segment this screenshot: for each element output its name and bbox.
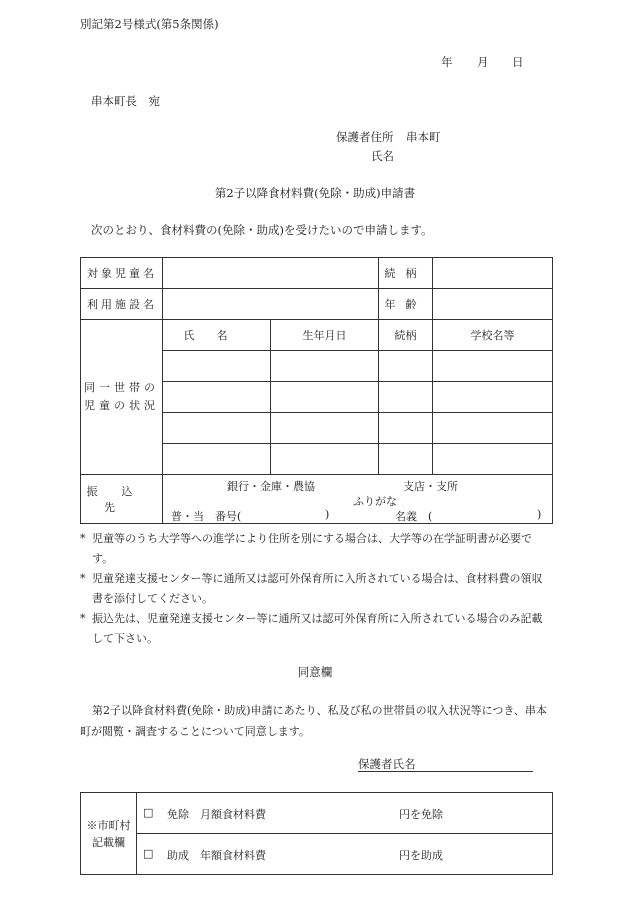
household-birthdate-field[interactable] [271,413,379,444]
household-school-field[interactable] [433,413,553,444]
household-label-line-1: 同一世帯の [84,381,159,394]
addressee: 串本町長 宛 [91,94,160,108]
form-code: 別記第2号様式(第5条関係) [80,17,219,31]
facility-field[interactable] [163,289,379,320]
office-use-table [80,792,553,875]
transfer-label: 振込先 [81,475,163,524]
exempt-checkbox[interactable]: □ [143,806,154,819]
transfer-details[interactable] [163,475,553,524]
household-birthdate-field[interactable] [271,382,379,413]
household-birthdate-field[interactable] [271,444,379,475]
household-label-line-2: 児童の状況 [84,399,159,412]
holder-close-paren: ) [537,508,542,521]
note-2: * 児童発達支援センター等に通所又は認可外保育所に入所されている場合は、食材料費の領収書を添付してください。 [80,572,543,605]
account-close-paren: ) [325,508,330,521]
account-type-number: 普・当 番号( [171,510,242,523]
household-name-field[interactable] [163,444,271,475]
application-table [80,257,553,524]
household-header-name: 氏名 [163,320,271,351]
household-relation-field[interactable] [379,413,433,444]
guardian-signature-label: 保護者氏名 [358,757,416,771]
age-label: 年齢 [379,289,433,320]
subsidy-row [137,834,553,875]
subsidy-suffix: 円を助成 [399,849,443,862]
office-use-label [81,793,137,875]
household-header-school: 学校名等 [433,320,553,351]
household-header-birthdate: 生年月日 [271,320,379,351]
guardian-signature-line[interactable] [358,757,533,772]
household-birthdate-field[interactable] [271,351,379,382]
form-title: 第2子以降食材料費(免除・助成)申請書 [214,186,416,200]
target-child-field[interactable] [163,258,379,289]
household-label [81,320,163,475]
office-use-label-line-2: 記載欄 [92,835,125,849]
bank-line: 銀行・金庫・農協 [227,480,315,493]
guardian-name-label: 氏名 [371,149,394,163]
date-month: 月 [477,55,489,69]
guardian-address-label: 保護者住所 [336,130,394,144]
note-1: * 児童等のうち大学等への進学により住所を別にする場合は、大学等の在学証明書が必要です。 [80,532,532,565]
relation-field[interactable] [433,258,553,289]
exempt-row [137,793,553,834]
relation-label: 続柄 [379,258,433,289]
subsidy-label: 助成 年額食材料費 [167,849,266,862]
branch-line: 支店・支所 [403,480,458,493]
household-name-field[interactable] [163,382,271,413]
household-name-field[interactable] [163,413,271,444]
intro-text: 次のとおり、食材料費の(免除・助成)を受けたいので申請します。 [91,223,433,237]
household-name-field[interactable] [163,351,271,382]
consent-heading: 同意欄 [297,665,333,679]
guardian-address-value: 串本町 [406,130,441,144]
exempt-suffix: 円を免除 [399,808,443,821]
household-school-field[interactable] [433,351,553,382]
household-school-field[interactable] [433,444,553,475]
household-school-field[interactable] [433,382,553,413]
target-child-label: 対象児童名 [81,258,163,289]
age-field[interactable] [433,289,553,320]
office-use-label-line-1: ※市町村 [86,818,131,832]
note-3: * 振込先は、児童発達支援センター等に通所又は認可外保育所に入所されている場合のみ記載して下さい。 [80,612,543,645]
household-relation-field[interactable] [379,351,433,382]
consent-body: 第2子以降食材料費(免除・助成)申請にあたり、私及び私の世帯員の収入状況等につき、串本町が閲覧・調査することについて同意します。 [80,704,547,738]
account-holder-label: 名義 ( [395,510,433,523]
furigana-label: ふりがな [353,495,397,508]
household-relation-field[interactable] [379,444,433,475]
subsidy-checkbox[interactable]: □ [143,847,154,860]
date-year: 年 [441,55,453,69]
household-relation-field[interactable] [379,382,433,413]
exempt-label: 免除 月額食材料費 [167,808,266,821]
household-header-relation: 続柄 [379,320,433,351]
date-day: 日 [512,55,524,69]
facility-label: 利用施設名 [81,289,163,320]
